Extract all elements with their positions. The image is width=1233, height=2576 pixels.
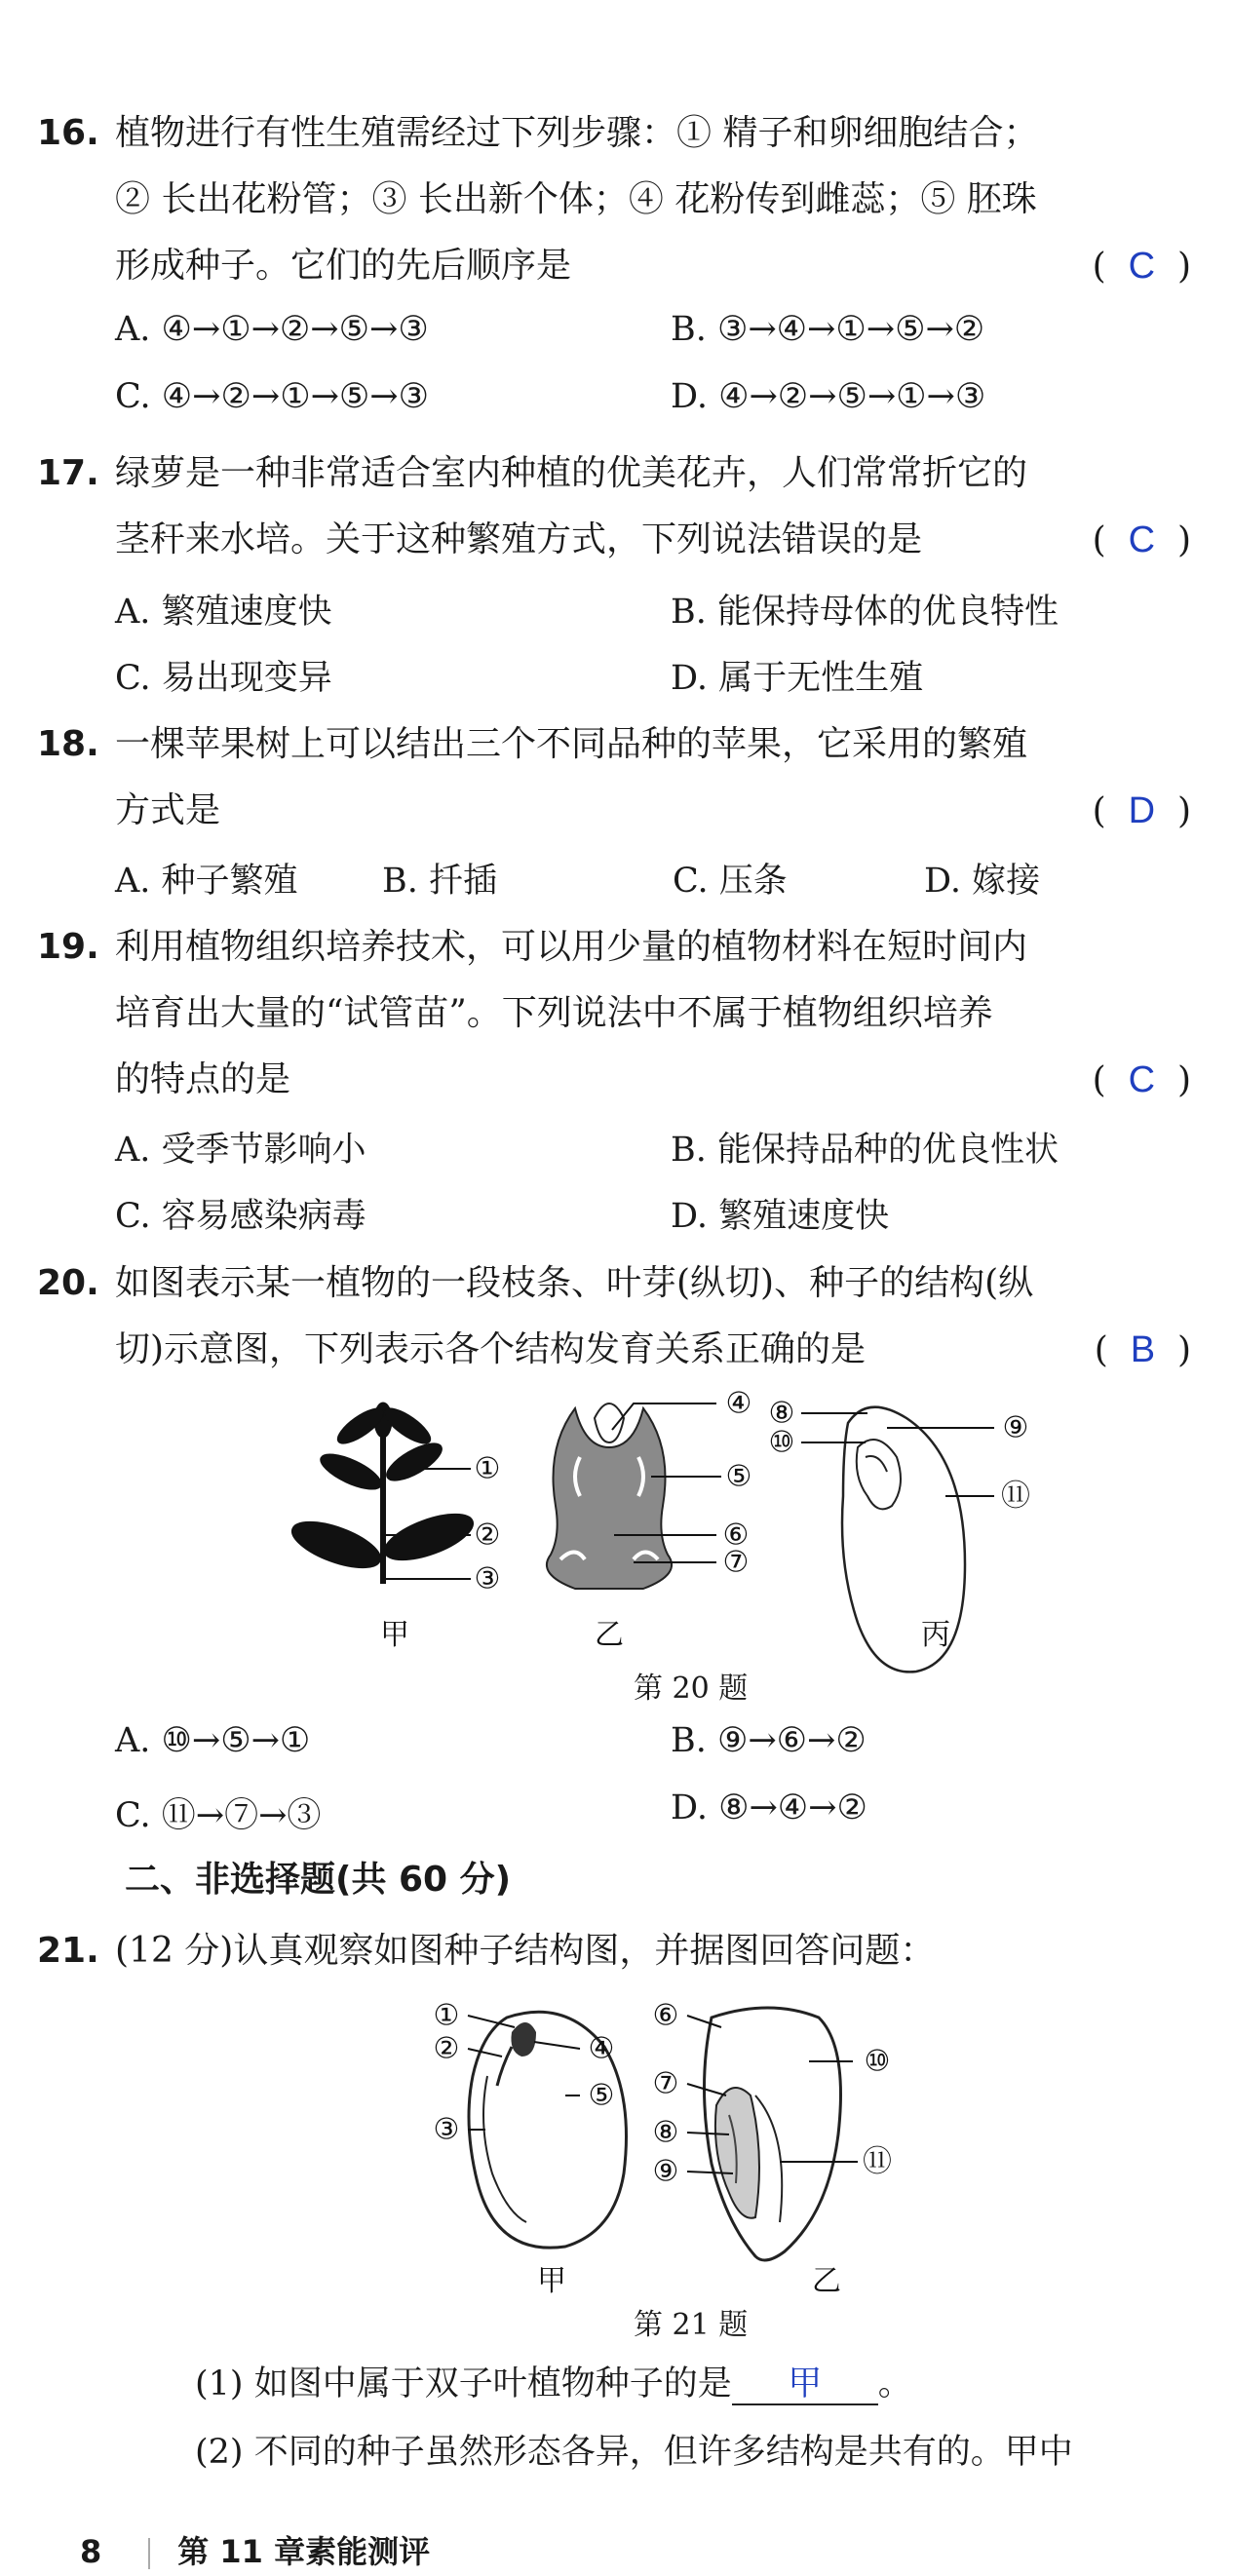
- figure-21: [419, 1988, 975, 2310]
- marker-5: ⑤: [588, 2078, 615, 2113]
- question-text-line: (12 分)认真观察如图种子结构图，并据图回答问题：: [115, 1931, 936, 1971]
- question-text-line: 的特点的是 ( C ): [115, 1047, 1197, 1113]
- option: A. 种子繁殖: [115, 862, 298, 901]
- option: B. 能保持母体的优良特性: [671, 593, 1059, 632]
- question-number: 18.: [37, 724, 99, 764]
- question-number: 19.: [37, 927, 99, 967]
- option: C. ④→②→①→⑤→③: [115, 377, 429, 416]
- marker-11: ⑪: [863, 2144, 892, 2179]
- question-20: [37, 1250, 1197, 1383]
- question-text-line: 茎秆来水培。关于这种繁殖方式，下列说法错误的是 ( C ): [115, 507, 1197, 573]
- answer-blank: 甲: [732, 2365, 878, 2405]
- option: C. ⑪→⑦→③: [115, 1796, 322, 1835]
- answer: D: [1128, 790, 1156, 831]
- answer-bracket: ( C ): [1092, 1059, 1191, 1100]
- question-number: 21.: [37, 1931, 99, 1971]
- option: B. ⑨→⑥→②: [671, 1721, 867, 1760]
- question-text-line: 如图表示某一植物的一段枝条、叶芽(纵切)、种子的结构(纵: [115, 1263, 1034, 1303]
- answer-bracket: ( B ): [1094, 1329, 1191, 1370]
- question-text-line: 绿萝是一种非常适合室内种植的优美花卉，人们常常折它的: [115, 453, 1028, 493]
- fig-label-bing: 丙: [921, 1618, 950, 1652]
- option: D. ⑧→④→②: [671, 1788, 867, 1827]
- answer-bracket: ( C ): [1092, 519, 1191, 560]
- option: B. 能保持品种的优良性状: [671, 1131, 1059, 1170]
- fig-label-jia: 甲: [380, 1618, 409, 1652]
- question-21: [37, 1918, 1197, 1984]
- fig-label-yi: 乙: [812, 2264, 841, 2298]
- option: D. 属于无性生殖: [671, 659, 924, 698]
- question-text-line: 培育出大量的“试管苗”。下列说法中不属于植物组织培养: [115, 993, 993, 1033]
- marker-2: ②: [433, 2031, 460, 2066]
- marker-10: ⑩: [768, 1425, 795, 1460]
- option: C. 易出现变异: [115, 659, 332, 698]
- option: D. ④→②→⑤→①→③: [671, 377, 986, 416]
- marker-1: ①: [474, 1451, 501, 1486]
- answer: C: [1128, 1059, 1156, 1100]
- branch-illustration: [287, 1403, 480, 1584]
- marker-11: ⑪: [1001, 1479, 1030, 1514]
- option: A. ⑩→⑤→①: [115, 1721, 311, 1760]
- option: A. 繁殖速度快: [115, 593, 332, 632]
- figure-21-caption: 第 21 题: [634, 2308, 749, 2342]
- page-number: 8: [80, 2533, 102, 2570]
- marker-3: ③: [433, 2112, 460, 2147]
- marker-7: ⑦: [652, 2066, 679, 2101]
- marker-1: ①: [433, 1998, 460, 2033]
- marker-9: ⑨: [652, 2154, 679, 2189]
- question-number: 20.: [37, 1263, 99, 1303]
- marker-8: ⑧: [652, 2115, 679, 2150]
- option: B. 扦插: [382, 862, 497, 901]
- sub-question-2: (2) 不同的种子虽然形态各异，但许多结构是共有的。甲中: [195, 2433, 1073, 2472]
- fig-label-yi: 乙: [595, 1618, 624, 1652]
- option: C. 容易感染病毒: [115, 1197, 366, 1236]
- question-text-line: 利用植物组织培养技术，可以用少量的植物材料在短时间内: [115, 927, 1028, 967]
- figure-20: [283, 1389, 1160, 1711]
- question-text-line: 形成种子。它们的先后顺序是 ( C ): [115, 233, 1197, 299]
- marker-5: ⑤: [725, 1459, 752, 1494]
- option: B. ③→④→①→⑤→②: [671, 310, 985, 349]
- marker-9: ⑨: [1002, 1410, 1029, 1445]
- option: C. 压条: [673, 862, 788, 901]
- marker-4: ④: [588, 2031, 615, 2066]
- page-footer: [80, 2527, 430, 2572]
- option: D. 嫁接: [924, 862, 1041, 901]
- question-text-line: 植物进行有性生殖需经过下列步骤：① 精子和卵细胞结合；: [115, 113, 1039, 153]
- question-text-line: ② 长出花粉管；③ 长出新个体；④ 花粉传到雌蕊；⑤ 胚珠: [115, 179, 1037, 219]
- question-19: [37, 914, 1197, 1113]
- marker-4: ④: [725, 1389, 752, 1421]
- answer: C: [1128, 246, 1156, 287]
- question-text-line: 切)示意图，下列表示各个结构发育关系正确的是 ( B ): [115, 1317, 1197, 1383]
- section-heading: 二、非选择题(共 60 分): [125, 1860, 512, 1900]
- marker-6: ⑥: [722, 1518, 750, 1553]
- marker-10: ⑩: [864, 2044, 891, 2079]
- question-16: [37, 100, 1197, 299]
- marker-2: ②: [474, 1518, 501, 1553]
- question-text-line: 一棵苹果树上可以结出三个不同品种的苹果，它采用的繁殖: [115, 724, 1028, 764]
- chapter-title: 第 11 章素能测评: [177, 2533, 431, 2570]
- figure-20-caption: 第 20 题: [634, 1672, 749, 1706]
- question-text-line: 方式是 ( D ): [115, 778, 1197, 844]
- question-17: [37, 441, 1197, 573]
- question-number: 16.: [37, 113, 99, 153]
- option: D. 繁殖速度快: [671, 1197, 890, 1236]
- question-18: [37, 711, 1197, 844]
- answer-bracket: ( D ): [1092, 790, 1191, 831]
- marker-3: ③: [474, 1561, 501, 1596]
- answer-bracket: ( C ): [1092, 246, 1191, 287]
- marker-6: ⑥: [652, 1998, 679, 2033]
- marker-8: ⑧: [768, 1396, 795, 1431]
- marker-7: ⑦: [722, 1545, 750, 1580]
- sub-question-1: (1) 如图中属于双子叶植物种子的是 甲 。: [195, 2365, 912, 2403]
- answer: B: [1130, 1329, 1156, 1370]
- option: A. ④→①→②→⑤→③: [115, 310, 429, 349]
- answer: C: [1128, 519, 1156, 560]
- question-number: 17.: [37, 453, 99, 493]
- leaf-bud-illustration: [547, 1403, 672, 1589]
- option: A. 受季节影响小: [115, 1131, 366, 1170]
- fig-label-jia: 甲: [537, 2264, 566, 2298]
